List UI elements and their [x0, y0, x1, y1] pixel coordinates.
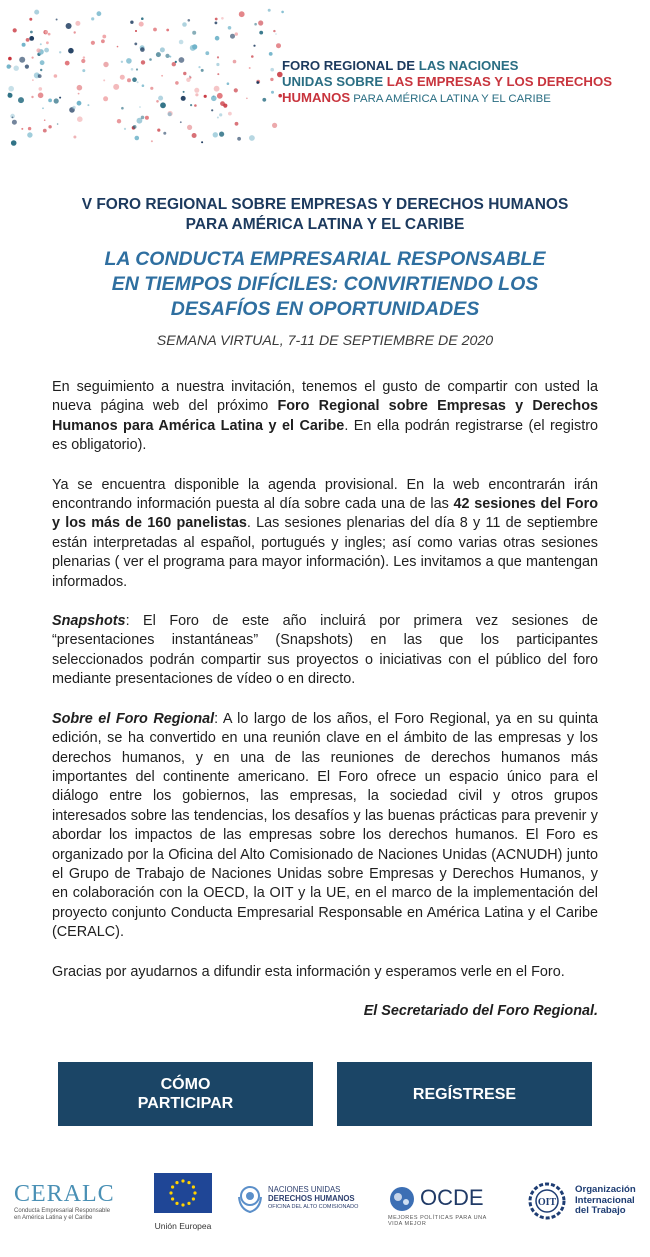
decorative-dot: [273, 30, 275, 32]
decorative-dot: [103, 79, 105, 81]
eu-star-icon: [181, 1203, 184, 1206]
header-line1-a: FORO REGIONAL DE: [282, 58, 419, 73]
decorative-dot: [230, 34, 235, 39]
snapshots-label: Snapshots: [52, 613, 126, 630]
decorative-dot: [54, 98, 59, 103]
decorative-dot: [102, 35, 106, 39]
how-to-participate-button[interactable]: [58, 1062, 313, 1126]
partner-logos: [0, 1165, 650, 1235]
decorative-dot: [77, 85, 83, 91]
decorative-dot: [91, 41, 95, 45]
un-line1: NACIONES UNIDAS: [268, 1185, 341, 1194]
decorative-dot: [269, 52, 273, 56]
decorative-dot: [163, 132, 166, 135]
decorative-dot: [133, 125, 137, 129]
decorative-dot: [253, 45, 255, 47]
agenda-text-c: . Las sesiones plenarias del día 8 y 11 de septiembre están interpretadas al español, portugués y ingles; así como varias otras sesiones plenarias ( ver el programa para mayor información). Les invitamos a que mantengan informados.: [52, 515, 599, 590]
decorative-dot: [135, 30, 137, 32]
header: [0, 0, 650, 160]
decorative-dot: [59, 97, 61, 99]
sub-heading-line2: EN TIEMPOS DIFÍCILES: CONVIRTIENDO LOS: [111, 273, 539, 295]
ceralc-wordmark: CERALC: [14, 1181, 115, 1207]
decorative-dot: [145, 116, 149, 120]
decorative-dot: [12, 117, 14, 119]
ceralc-subtitle-line2: en América Latina y el Caribe: [14, 1215, 93, 1221]
decorative-dot: [157, 129, 160, 132]
register-label: REGÍSTRESE: [412, 1085, 517, 1103]
decorative-dot: [135, 136, 140, 141]
decorative-dot: [46, 41, 49, 44]
header-line3-a: HUMANOS: [282, 90, 351, 105]
decorative-dot: [44, 48, 49, 53]
decorative-dot: [194, 104, 197, 107]
decorative-dot: [180, 121, 182, 123]
decorative-dot: [87, 104, 89, 106]
decorative-dot: [121, 61, 123, 63]
decorative-dot: [235, 32, 238, 35]
event-date: SEMANA VIRTUAL, 7-11 DE SEPTIEMBRE DE 2020: [156, 333, 494, 349]
decorative-dot: [81, 59, 85, 63]
eu-star-icon: [181, 1179, 184, 1182]
decorative-dot: [281, 11, 284, 14]
agenda-highlight: 42 sesiones del Foro y los más de 160 panelistas: [52, 496, 598, 532]
oit-line2: Internacional: [575, 1194, 635, 1206]
decorative-dot: [216, 63, 219, 66]
ocde-tagline: MEJORES POLÍTICAS PARA UNA VIDA MEJOR: [388, 1215, 487, 1227]
decorative-dot: [40, 69, 42, 71]
decorative-dot: [268, 9, 271, 12]
email-body: [52, 378, 598, 1041]
decorative-dot: [275, 33, 277, 35]
decorative-dot: [239, 11, 245, 17]
decorative-dot: [103, 96, 108, 101]
ocde-wordmark: OCDE: [420, 1185, 484, 1210]
oit-emblem-icon: [525, 1181, 571, 1221]
decorative-dot: [8, 57, 12, 61]
decorative-dot: [188, 19, 191, 22]
decorative-dot: [142, 84, 145, 87]
decorative-dot: [11, 140, 17, 146]
agenda-text-a: Ya se encuentra disponible la agenda provisional. En la web encontrarán irán encontrando información puesta al día sobre cada una de las: [52, 476, 598, 513]
header-line2-a: UNIDAS SOBRE: [282, 74, 387, 89]
paragraph-about: [52, 710, 598, 943]
decorative-dot: [179, 40, 184, 45]
main-heading-line2: PARA AMÉRICA LATINA Y EL CARIBE: [185, 216, 465, 233]
snapshots-text: : El Foro de este año incluirá por primera vez sesiones de “presentaciones instantáneas” (Snapshots) en las que los participantes seleccionados podrán compartir sus proyectos o iniciativas con el público del foro mediante presentaciones de vídeo o en directo.: [52, 613, 598, 688]
decorative-dot: [169, 56, 171, 58]
decorative-dot: [77, 101, 82, 106]
decorative-dot: [217, 73, 219, 75]
decorative-dot: [75, 21, 80, 26]
decorative-dot: [30, 31, 33, 34]
decorative-dot: [262, 98, 266, 102]
decorative-dot: [189, 76, 191, 78]
decorative-dot: [251, 55, 254, 58]
decorative-dot: [124, 128, 126, 130]
decorative-dot: [183, 91, 185, 93]
decorative-dot: [25, 65, 29, 69]
decorative-dot: [272, 123, 277, 128]
decorative-dot: [38, 93, 44, 99]
decorative-dot: [195, 93, 198, 96]
decorative-dot: [160, 102, 166, 108]
decorative-dot: [29, 36, 34, 41]
decorative-dot: [113, 84, 119, 90]
decorative-dot: [42, 107, 44, 109]
header-line1-b: LAS NACIONES: [418, 58, 519, 73]
decorative-dot: [190, 104, 192, 106]
decorative-dot: [48, 33, 51, 36]
decorative-dot: [7, 64, 11, 68]
decorative-dot: [18, 97, 24, 103]
oit-line3: del Trabajo: [575, 1205, 626, 1216]
participate-label-line1: CÓMO: [160, 1076, 211, 1093]
decorative-dot: [101, 39, 105, 43]
sub-heading-line1: LA CONDUCTA EMPRESARIAL RESPONSABLE: [104, 248, 546, 270]
decorative-dot: [182, 22, 187, 27]
decorative-dot: [77, 116, 83, 122]
decorative-dot: [234, 88, 238, 92]
sub-heading-line3: DESAFÍOS EN OPORTUNIDADES: [170, 298, 480, 320]
decorative-dot: [168, 112, 172, 116]
decorative-dot: [151, 140, 153, 142]
sub-heading: [20, 247, 630, 322]
decorative-dot: [74, 31, 76, 33]
decorative-dot: [219, 113, 222, 116]
decorative-dot: [215, 22, 218, 25]
decorative-dot: [228, 112, 232, 116]
paragraph-agenda: [52, 476, 598, 592]
decorative-dot: [8, 86, 14, 92]
signature: El Secretariado del Foro Regional.: [363, 1002, 598, 1019]
decorative-dot: [141, 60, 145, 64]
participate-label-line2: PARTICIPAR: [137, 1095, 234, 1112]
decorative-dot: [126, 58, 132, 64]
decorative-dot: [217, 93, 223, 99]
decorative-dot: [141, 116, 145, 120]
decorative-dot: [270, 78, 273, 81]
decorative-dot: [270, 68, 274, 72]
decorative-dot: [68, 48, 74, 54]
decorative-dot: [66, 23, 72, 29]
eu-star-icon: [192, 1197, 195, 1200]
decorative-dot: [32, 79, 34, 81]
decorative-dot: [187, 125, 192, 130]
decorative-dot: [165, 54, 169, 58]
intro-forum-name: Foro Regional sobre Empresas y Derechos Humanos para América Latina y el Caribe: [52, 398, 599, 434]
eu-logo: [152, 1173, 214, 1231]
decorative-dot: [44, 119, 46, 121]
decorative-dot: [27, 132, 32, 137]
decorative-dot: [26, 38, 30, 42]
decorative-dot: [139, 22, 144, 27]
decorative-dot: [40, 43, 42, 45]
header-line3-b: PARA AMÉRICA LATINA Y EL CARIBE: [350, 93, 551, 105]
decorative-dot: [192, 44, 197, 49]
eu-star-icon: [171, 1185, 174, 1188]
decorative-dot: [205, 51, 209, 55]
decorative-dot: [221, 17, 224, 20]
decorative-dot: [213, 132, 218, 137]
decorative-dot: [78, 93, 80, 95]
un-emblem-icon: [236, 1183, 264, 1215]
paragraph-snapshots: [52, 612, 598, 690]
ceralc-logo: [14, 1181, 139, 1222]
eu-flag-icon: [154, 1173, 212, 1213]
decorative-dot: [127, 78, 131, 82]
about-label: Sobre el Foro Regional: [52, 710, 215, 727]
decorative-dot: [31, 96, 33, 98]
decorative-dot: [137, 81, 139, 83]
decorative-dot: [22, 43, 26, 47]
un-line3: OFICINA DEL ALTO COMISIONADO: [268, 1204, 359, 1210]
decorative-dot: [215, 18, 218, 21]
decorative-dot: [48, 125, 51, 128]
decorative-dot: [149, 58, 152, 61]
decorative-dot: [36, 48, 40, 52]
decorative-dot: [97, 11, 102, 16]
decorative-dot: [150, 87, 153, 90]
decorative-dot: [256, 81, 259, 84]
decorative-dot: [140, 47, 145, 52]
decorative-dot: [214, 86, 220, 92]
decorative-dot: [39, 87, 43, 91]
dot-pattern-decoration: [0, 0, 290, 155]
decorative-dot: [211, 109, 213, 111]
header-line2-b: LAS EMPRESAS Y LOS DERECHOS: [386, 74, 612, 89]
decorative-dot: [271, 91, 274, 94]
decorative-dot: [136, 68, 138, 70]
decorative-dot: [65, 61, 70, 66]
decorative-dot: [131, 68, 134, 71]
decorative-dot: [117, 119, 121, 123]
decorative-dot: [139, 106, 141, 108]
decorative-dot: [40, 60, 45, 65]
eu-star-icon: [171, 1197, 174, 1200]
paragraph-thanks: Gracias por ayudarnos a difundir esta información y esperamos verle en el Foro.: [52, 963, 565, 980]
decorative-dot: [12, 120, 17, 125]
eu-star-icon: [187, 1181, 190, 1184]
decorative-dot: [38, 74, 42, 78]
paragraph-intro: [52, 378, 598, 456]
register-button[interactable]: [337, 1062, 592, 1126]
decorative-dot: [8, 93, 13, 98]
un-line2: DERECHOS HUMANOS: [268, 1194, 355, 1203]
decorative-dot: [45, 30, 48, 33]
decorative-dot: [21, 128, 23, 130]
intro-text-c: . En ella podrán registrarse (el registro es obligatorio).: [52, 417, 598, 454]
decorative-dot: [19, 57, 25, 63]
eu-star-icon: [192, 1185, 195, 1188]
decorative-dot: [161, 75, 163, 77]
decorative-dot: [175, 81, 179, 85]
decorative-dot: [48, 99, 52, 103]
decorative-dot: [34, 10, 39, 15]
decorative-dot: [192, 133, 197, 138]
decorative-dot: [130, 21, 133, 24]
decorative-dot: [204, 95, 207, 98]
decorative-dot: [175, 61, 177, 63]
decorative-dot: [246, 98, 248, 100]
eu-star-icon: [175, 1181, 178, 1184]
decorative-dot: [220, 101, 225, 106]
decorative-dot: [198, 66, 200, 68]
decorative-dot: [217, 117, 219, 119]
decorative-dot: [132, 77, 137, 82]
decorative-dot: [153, 28, 157, 32]
decorative-dot: [201, 69, 204, 72]
decorative-dot: [219, 132, 224, 137]
decorative-dot: [217, 56, 219, 58]
decorative-dot: [211, 96, 217, 102]
decorative-dot: [121, 107, 124, 110]
decorative-dot: [141, 17, 144, 20]
decorative-dot: [249, 135, 255, 141]
main-heading-line1: V FORO REGIONAL SOBRE EMPRESAS Y DERECHOS HUMANOS: [81, 196, 569, 213]
decorative-dot: [117, 46, 119, 48]
decorative-dot: [160, 47, 165, 52]
decorative-dot: [73, 136, 76, 139]
decorative-dot: [201, 141, 203, 143]
decorative-dot: [72, 106, 75, 109]
ocde-emblem-icon: [388, 1185, 418, 1213]
decorative-dot: [29, 18, 32, 21]
decorative-dot: [54, 74, 58, 78]
decorative-dot: [249, 67, 251, 69]
decorative-dot: [228, 26, 232, 30]
decorative-dot: [91, 17, 94, 20]
decorative-dot: [233, 60, 237, 64]
decorative-dot: [276, 43, 281, 48]
decorative-dot: [14, 66, 19, 71]
decorative-dot: [134, 43, 137, 46]
decorative-dot: [156, 52, 161, 57]
decorative-dot: [57, 123, 59, 125]
decorative-dot: [179, 57, 185, 63]
decorative-dot: [237, 137, 241, 141]
eu-star-icon: [193, 1191, 196, 1194]
decorative-dot: [156, 100, 159, 103]
about-text: : A lo largo de los años, el Foro Regional, ya en su quinta edición, se ha convertido en una reunión clave en el ámbito de las empresas y los derechos humanos, y en una de las reuniones de derechos humanos más importantes del continente americano. El Foro ofrece un espacio único para el diálogo entre los gobiernos, las empresas, la sociedad civil y otros grupos interesados sobre las tendencias, los desafíos y las buenas prácticas para prevenir y abordar los impactos de las empresas sobre los derechos humanos. El Foro es organizado por la Oficina del Alto Comisionado de Naciones Unidas (ACNUDH) junto el Grupo de Trabajo de Naciones Unidas sobre Empresas y Derechos Humanos, y en colaboración con la OECD, la OIT y la UE, en el marco de la implementación del proyecto conjunto Conducta Empresarial Responsable en América Latina y el Caribe (CERALC).: [52, 710, 598, 941]
oit-mark-text: OIT: [537, 1197, 557, 1208]
decorative-dot: [120, 75, 125, 80]
decorative-dot: [259, 31, 263, 35]
decorative-dot: [59, 51, 61, 53]
intro-text-a: En seguimiento a nuestra invitación, tenemos el gusto de compartir con usted la nueva página web del próximo: [52, 379, 598, 415]
ceralc-subtitle-line1: Conducta Empresarial Responsable: [14, 1208, 111, 1214]
decorative-dot: [258, 20, 263, 25]
decorative-dot: [43, 129, 47, 133]
decorative-dot: [13, 28, 17, 32]
decorative-dot: [158, 96, 163, 101]
decorative-dot: [194, 88, 199, 93]
eu-star-icon: [187, 1202, 190, 1205]
decorative-dot: [192, 31, 196, 35]
decorative-dot: [28, 127, 31, 130]
decorative-dot: [56, 19, 58, 21]
main-heading: [20, 195, 630, 235]
forum-title: [282, 58, 642, 107]
decorative-dot: [103, 62, 108, 67]
decorative-dot: [181, 96, 186, 101]
decorative-dot: [215, 36, 220, 41]
decorative-dot: [227, 82, 230, 85]
eu-label: Unión Europea: [154, 1221, 212, 1231]
decorative-dot: [31, 57, 33, 59]
oit-line1: Organización: [575, 1184, 636, 1195]
decorative-dot: [254, 23, 257, 26]
decorative-dot: [82, 69, 85, 72]
eu-star-icon: [169, 1191, 172, 1194]
decorative-dot: [166, 29, 169, 32]
decorative-dot: [183, 72, 186, 75]
eu-star-icon: [175, 1202, 178, 1205]
decorative-dot: [83, 56, 85, 58]
decorative-dot: [235, 122, 239, 126]
